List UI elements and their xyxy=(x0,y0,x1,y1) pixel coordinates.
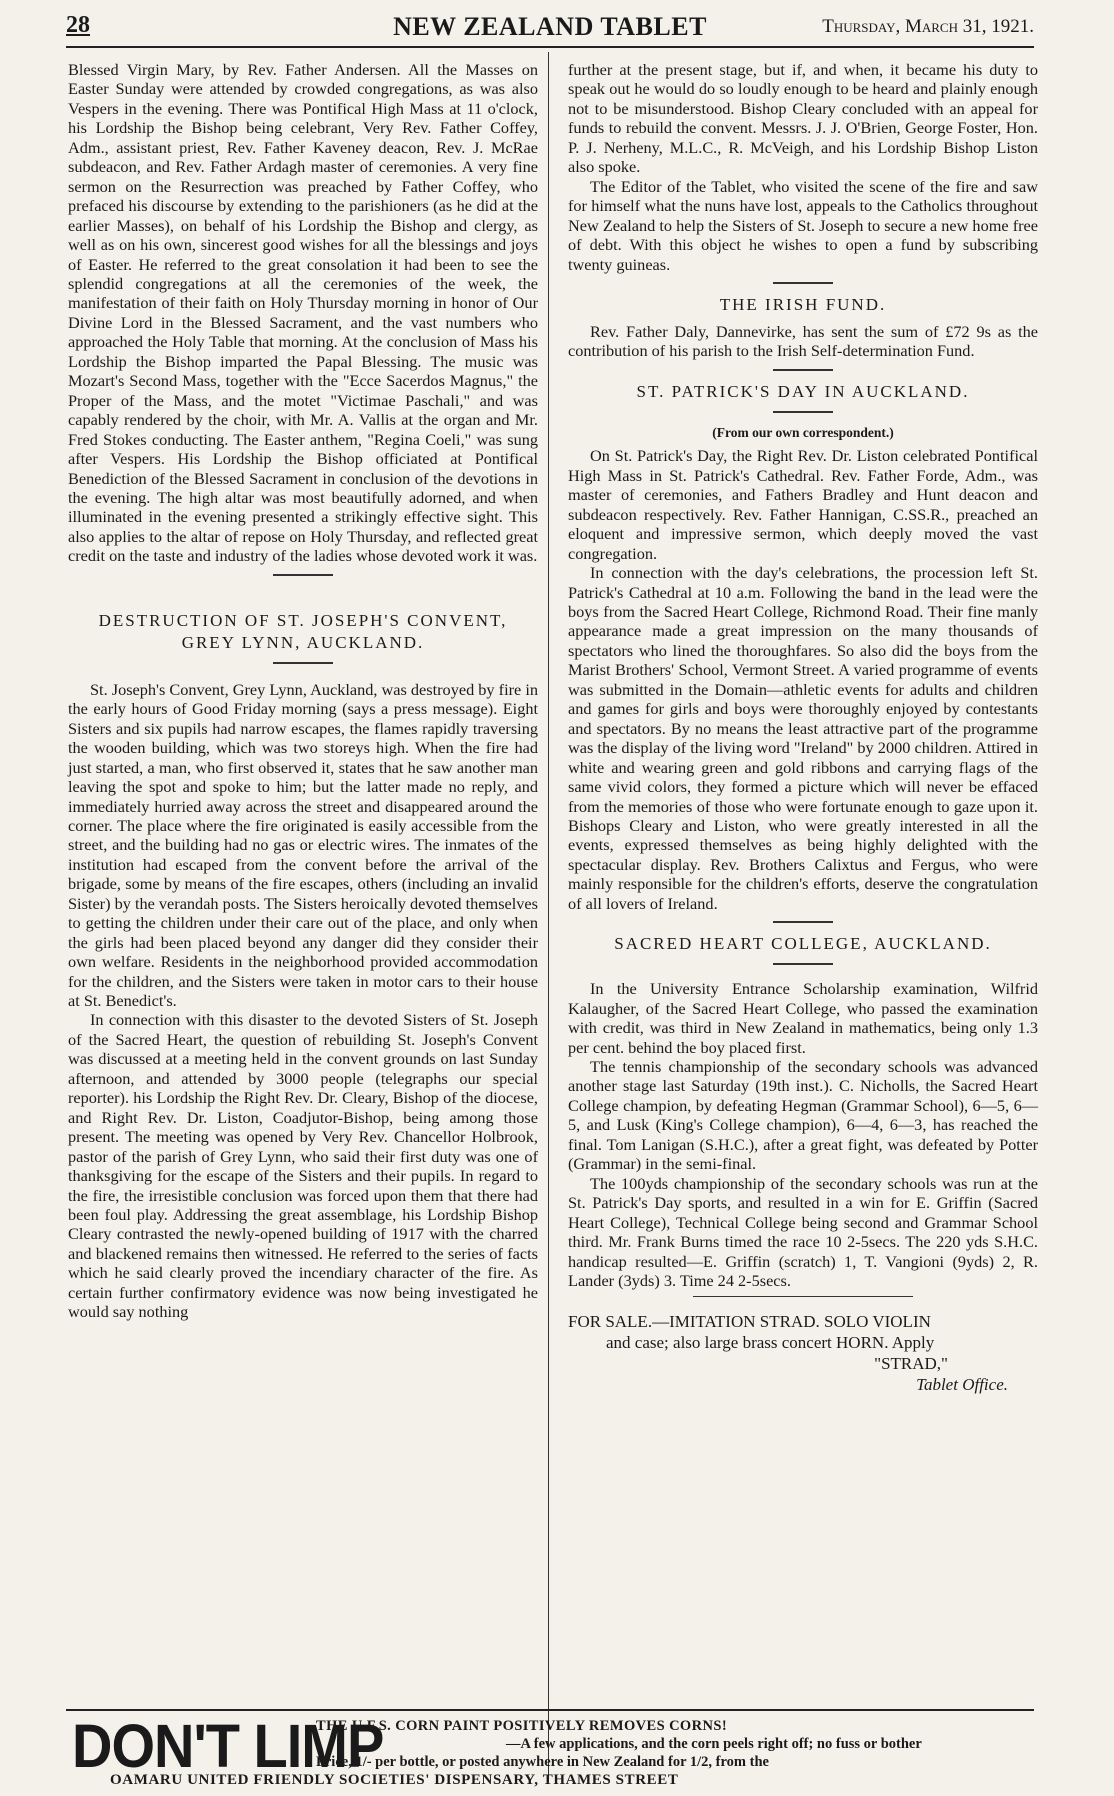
convent-headline-line1: DESTRUCTION OF ST. JOSEPH'S CONVENT, xyxy=(98,610,508,630)
classified-divider xyxy=(693,1296,913,1297)
st-patricks-paragraph-1: On St. Patrick's Day, the Right Rev. Dr. Liston celebrated Pontifical High Mass in St. Patrick's Cathedral. Rev. Father Forde, Adm., was master of ceremonies, and Fathers Bradley and Hunt deacon and subdeacon respectively. Rev. Father Hannigan, C.SS.R., preached an eloquent and impressive sermon, which deeply moved the vast congregation. xyxy=(568,446,1038,563)
st-patricks-headline: ST. PATRICK'S DAY IN AUCKLAND. xyxy=(636,381,970,401)
for-sale-line-3: "STRAD," xyxy=(874,1354,948,1374)
sacred-heart-headline: SACRED HEART COLLEGE, AUCKLAND. xyxy=(614,934,992,954)
easter-report-paragraph: Blessed Virgin Mary, by Rev. Father Andersen. All the Masses on Easter Sunday were attended by crowded congregations, as was also Vespers in the evening. There was Pontifical High Mass at 11 o'clock, his Lordship the Bishop being celebrant, Very Rev. Father Coffey, Adm., assistant priest, Rev. Father Kaveney deacon, Rev. J. McRae subdeacon, and Rev. Father Ardagh master of ceremonies. A very fine sermon on the Resurrection was preached by Father Coffey, who prefaced his discourse by extending to the parishioners (as he did at the earlier Masses), on behalf of his Lordship the Bishop and clergy, as well as on his own, sincerest good wishes for all the blessings and joys of Easter. He referred to the great consolation it had been to see the splendid congregations at all the ceremonies of the week, the manifestation of their faith on Holy Thursday morning in honor of Our Divine Lord in the Blessed Sacrament, and the vast numbers who approached the Holy Table that morning. At the conclusion of Mass his Lordship the Bishop imparted the Papal Blessing. The music was Mozart's Second Mass, together with the "Ecce Sacerdos Magnus," the Proper of the Mass, and the motet "Victimae Paschali," and was capably rendered by the choir, with Mr. A. Vallis at the organ and Mr. Fred Stokes conducting. The Easter anthem, "Regina Coeli," was sung after Vespers. His Lordship the Bishop officiated at Pontifical Benediction of the Blessed Sacrament in conclusion of the devotions in the evening. The high altar was most beautifully adorned, and when illuminated in the evening presented a strikingly effective sight. This also applies to the altar of repose on Holy Thursday, and reflected great credit on the taste and industry of the ladies whose devoted work it was. xyxy=(68,60,538,566)
section-divider xyxy=(773,282,833,284)
section-divider xyxy=(273,574,333,576)
for-sale-notice xyxy=(568,1311,1038,1395)
issue-date: Thursday, March 31, 1921. xyxy=(822,16,1034,37)
right-column xyxy=(568,60,1038,1395)
newspaper-title: NEW ZEALAND TABLET xyxy=(393,12,707,41)
irish-fund-text: Rev. Father Daly, Dannevirke, has sent the sum of £72 9s as the contribution of his parish to the Irish Self-determination Fund. xyxy=(568,321,1038,361)
convent-paragraph-1: St. Joseph's Convent, Grey Lynn, Auckland, was destroyed by fire in the early hours of Good Friday morning (says a press message). Eight Sisters and six pupils had narrow escapes, the flames rapidly traversing the wooden building, which was two storeys high. When the fire had just started, a man, who first observed it, states that he saw another man leaving the spot and spoke to him; but the latter made no reply, and immediately hurried away across the street and disappeared around the corner. The place where the fire originated is easily accessible from the street, and the building had no gas or electric wires. The inmates of the institution had escaped from the convent before the arrival of the brigade, some by means of the fire escapes, others (including an invalid Sister) by the verandah posts. The Sisters heroically devoted themselves to getting the children under their care out of the place, and only when the girls had been placed beyond any danger did they consider their own welfare. Residents in the neighborhood provided accommodation for the children, and the Sisters were taken in motor cars to their house at St. Benedict's. xyxy=(68,679,538,1011)
page-number: 28 xyxy=(66,12,90,38)
section-divider xyxy=(773,369,833,371)
for-sale-line-1: FOR SALE.—IMITATION STRAD. SOLO VIOLIN xyxy=(568,1312,931,1332)
masthead xyxy=(66,12,1034,46)
convent-continuation: further at the present stage, but if, and when, it became his duty to speak out he would do so loudly enough to be heard and plainly enough not to be misunderstood. Bishop Cleary concluded with an appeal for funds to rebuild the convent. Messrs. J. J. O'Brien, George Foster, Hon. P. J. Nerheny, M.L.C., R. McVeigh, and his Lordship Bishop Liston also spoke. xyxy=(568,60,1038,177)
convent-headline-line2: GREY LYNN, AUCKLAND. xyxy=(181,632,425,652)
for-sale-line-2: and case; also large brass concert HORN. Apply xyxy=(606,1333,935,1353)
masthead-rule xyxy=(66,46,1034,48)
left-column xyxy=(68,60,538,1322)
headline-rule xyxy=(273,662,333,664)
ad-footer: OAMARU UNITED FRIENDLY SOCIETIES' DISPENSARY, THAMES STREET xyxy=(110,1772,679,1788)
convent-headline xyxy=(68,610,538,654)
column-divider xyxy=(548,52,549,1782)
section-divider xyxy=(773,921,833,923)
ad-headline: DON'T LIMP xyxy=(72,1710,384,1780)
sacred-heart-paragraph-1: In the University Entrance Scholarship examination, Wilfrid Kalaugher, of the Sacred Heart College, who passed the examination with credit, was third in New Zealand in mathematics, being only 1.3 per cent. behind the boy placed first. xyxy=(568,979,1038,1057)
headline-rule xyxy=(773,411,833,413)
convent-paragraph-2: In connection with this disaster to the devoted Sisters of St. Joseph of the Sacred Heart, the question of rebuilding St. Joseph's Convent was discussed at a meeting held in the convent grounds on last Sunday afternoon, and attended by 3000 people (telegraphs our special reporter). his Lordship the Right Rev. Dr. Cleary, Bishop of the diocese, and Right Rev. Dr. Liston, Coadjutor-Bishop, being among those present. The meeting was opened by Very Rev. Chancellor Holbrook, pastor of the parish of Grey Lynn, who said their first duty was one of thanksgiving for the escape of the Sisters and their pupils. In regard to the fire, the irresistible conclusion was forced upon them that there had been foul play. Addressing the great assemblage, his Lordship Bishop Cleary contrasted the newly-opened building of 1917 with the charred and blackened remains then witnessed. He referred to the series of facts which he said clearly proved the incendiary character of the fire. As certain further confirmatory evidence was now being investigated he would say nothing xyxy=(68,1010,538,1322)
for-sale-line-4: Tablet Office. xyxy=(916,1375,1008,1395)
st-patricks-paragraph-2: In connection with the day's celebrations, the procession left St. Patrick's Cathedral at 10 a.m. Following the band in the lead were the boys from the Sacred Heart College, Richmond Road. Their fine manly appearance made a great impression on the many thousands of spectators who lined the thoroughfares. So also did the boys from the Marist Brothers' School, Vermont Street. A varied programme of events was submitted in the Domain—athletic events for adults and children and games for girls and boys were thoroughly enjoyed by contestants and spectators. By no means the least attractive part of the programme was the display of the living word "Ireland" by 2000 children. Attired in white and wearing green and gold ribbons and carrying flags of the same vivid colors, they formed a picture which will never be effaced from the memories of those who were fortunate enough to gaze upon it. Bishops Cleary and Liston, who were greatly interested in all the events, expressed themselves as being highly delighted with the spectacular display. Rev. Brothers Calixtus and Fergus, who were mainly responsible for the children's efforts, deserve the congratulation of all lovers of Ireland. xyxy=(568,563,1038,913)
sacred-heart-paragraph-2: The tennis championship of the secondary schools was advanced another stage last Saturday (19th inst.). C. Nicholls, the Sacred Heart College champion, by defeating Hegman (Grammar School), 6—5, 6—5, and Lusk (King's College champion), 6—4, 6—3, has reached the final. Tom Lanigan (S.H.C.), after a great fight, was defeated by Potter (Grammar) in the semi-final. xyxy=(568,1057,1038,1174)
ad-line-1: THE U.F.S. CORN PAINT POSITIVELY REMOVES CORNS! xyxy=(316,1718,728,1734)
ad-line-3: Price, 1/- per bottle, or posted anywhere in New Zealand for 1/2, from the xyxy=(316,1754,769,1770)
sacred-heart-paragraph-3: The 100yds championship of the secondary schools was run at the St. Patrick's Day sports, and resulted in a win for E. Griffin (Sacred Heart College), Technical College being second and Grammar School third. Mr. Frank Burns timed the race 10 2-5secs. The 220 yds S.H.C. handicap resulted—E. Griffin (scratch) 1, T. Vangioni (9yds) 2, R. Lander (3yds) 3. Time 24 2-5secs. xyxy=(568,1173,1038,1291)
correspondent-byline: (From our own correspondent.) xyxy=(712,424,894,440)
headline-rule xyxy=(773,963,833,965)
ad-line-2: —A few applications, and the corn peels right off; no fuss or bother xyxy=(506,1736,922,1752)
corn-paint-advertisement xyxy=(66,1710,1034,1790)
editor-appeal: The Editor of the Tablet, who visited the scene of the fire and saw for himself what the nuns have lost, appeals to the Catholics throughout New Zealand to help the Sisters of St. Joseph to secure a new home free of debt. With this object he wishes to open a fund by subscribing twenty guineas. xyxy=(568,176,1038,274)
irish-fund-headline: THE IRISH FUND. xyxy=(719,294,887,314)
